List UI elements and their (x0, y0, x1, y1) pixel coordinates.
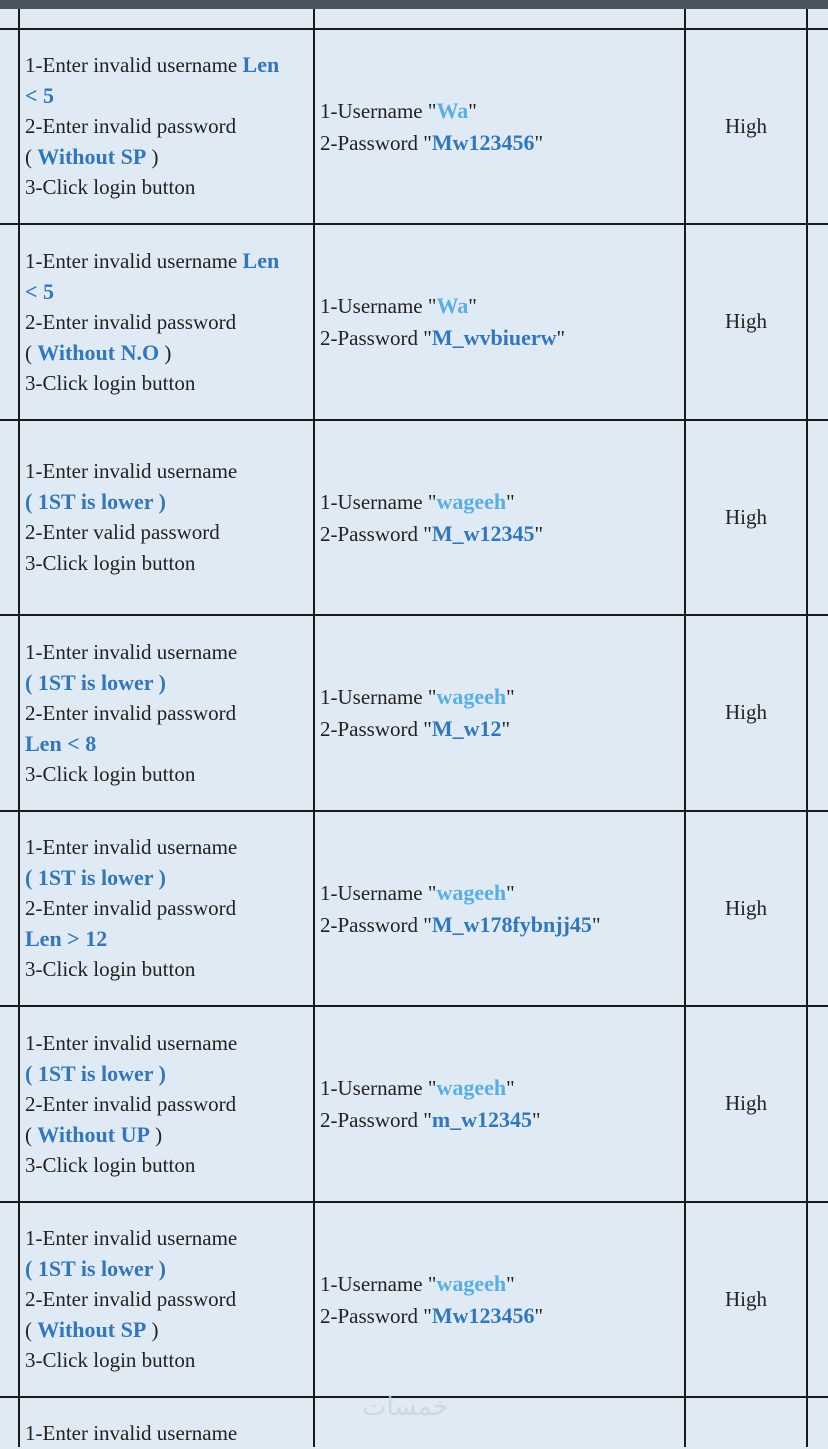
priority-cell: High (725, 1091, 767, 1115)
step-highlight: < 5 (25, 82, 55, 108)
step-text: 1-Enter invalid username (25, 835, 238, 859)
username-label: 1-Username (320, 99, 428, 123)
step-highlight: Without UP (37, 1121, 150, 1147)
step-text: 2-Enter invalid password (25, 1092, 237, 1117)
step-text: 3-Click login button (25, 371, 196, 396)
step-text: ( (25, 144, 38, 169)
step-text: 2-Enter invalid password (25, 310, 237, 335)
username-label: 1-Username (320, 490, 428, 514)
step-text: 1-Enter invalid username (25, 459, 238, 483)
step-text: 2-Enter invalid password (25, 701, 237, 726)
step-highlight: ( 1ST is lower ) (25, 864, 166, 890)
watermark-logo: خمسات (362, 1392, 449, 1422)
username-value: Wa (436, 293, 469, 318)
step-text: ( (25, 1122, 38, 1147)
test-steps-cell (25, 1223, 310, 1376)
test-data-cell: 1-Username "Wa" 2-Password "Mw123456" (320, 98, 544, 155)
step-text: 2-Enter invalid password (25, 896, 237, 921)
username-value: wageeh (436, 1075, 507, 1100)
step-highlight: ( 1ST is lower ) (25, 488, 166, 514)
test-data-cell: 1-Username "wageeh" 2-Password "M_w12345" (320, 489, 544, 546)
step-text: 3-Click login button (25, 1153, 196, 1178)
step-highlight: Without SP (37, 143, 147, 169)
step-highlight: Len > 12 (25, 925, 108, 951)
test-data-cell: 1-Username "wageeh" 2-Password "M_w178fybnjj45" (320, 880, 601, 937)
test-steps-cell (25, 832, 310, 985)
step-text: ( (25, 340, 38, 365)
username-value: wageeh (436, 1271, 507, 1296)
password-value: Mw123456 (431, 1303, 535, 1328)
username-value: wageeh (436, 684, 507, 709)
step-text: 1-Enter invalid username (25, 1031, 238, 1055)
window-top-bar (0, 0, 828, 9)
step-text: ( (25, 1317, 38, 1342)
password-value: M_wvbiuerw (431, 325, 557, 350)
step-highlight: Without SP (37, 1316, 147, 1342)
step-highlight: ( 1ST is lower ) (25, 1060, 166, 1086)
priority-cell: High (725, 309, 767, 333)
username-label: 1-Username (320, 1272, 428, 1296)
table-row-border (0, 223, 828, 225)
test-data-cell: 1-Username "wageeh" 2-Password "M_w12" (320, 684, 515, 741)
step-text: 3-Click login button (25, 957, 196, 982)
step-text: 2-Enter valid password (25, 520, 220, 545)
password-value: M_w12345 (431, 521, 535, 546)
step-text: 3-Click login button (25, 550, 196, 575)
username-label: 1-Username (320, 881, 428, 905)
step-text: 1-Enter invalid username (25, 249, 243, 273)
username-label: 1-Username (320, 294, 428, 318)
step-text: ) (149, 1122, 163, 1147)
table-row-border (0, 810, 828, 812)
step-text: 1-Enter invalid username (25, 53, 243, 77)
password-value: Mw123456 (431, 130, 535, 155)
test-steps-cell (25, 246, 310, 399)
step-highlight: < 5 (25, 278, 55, 304)
password-label: 2-Password (320, 1304, 424, 1328)
step-text: ) (159, 340, 172, 365)
step-text: ) (146, 1317, 159, 1342)
priority-cell: High (725, 1287, 767, 1311)
password-label: 2-Password (320, 326, 424, 350)
password-label: 2-Password (320, 522, 424, 546)
username-label: 1-Username (320, 685, 428, 709)
partial-row-steps: 1-Enter invalid username (25, 1421, 238, 1445)
step-text: 2-Enter invalid password (25, 1287, 237, 1312)
password-label: 2-Password (320, 717, 424, 741)
test-data-cell: 1-Username "wageeh" 2-Password "Mw123456" (320, 1271, 544, 1328)
username-value: wageeh (436, 880, 507, 905)
username-value: Wa (436, 98, 469, 123)
step-text: 1-Enter invalid username (25, 1226, 238, 1250)
table-row-border (0, 1201, 828, 1203)
username-value: wageeh (436, 489, 507, 514)
priority-cell: High (725, 700, 767, 724)
step-highlight: Len < 8 (25, 730, 97, 756)
step-text: 2-Enter invalid password (25, 114, 237, 139)
step-highlight: Without N.O (37, 339, 160, 365)
test-steps-cell (25, 637, 310, 790)
test-steps-cell (25, 50, 310, 203)
table-row-border (0, 1005, 828, 1007)
priority-cell: High (725, 896, 767, 920)
test-data-cell: 1-Username "wageeh" 2-Password "m_w12345" (320, 1075, 541, 1132)
test-data-cell: 1-Username "Wa" 2-Password "M_wvbiuerw" (320, 293, 566, 350)
priority-cell: High (725, 505, 767, 529)
step-text: 3-Click login button (25, 1348, 196, 1373)
step-highlight: ( 1ST is lower ) (25, 1255, 166, 1281)
step-text: 1-Enter invalid username (25, 640, 238, 664)
table-row-border (0, 28, 828, 30)
step-text: ) (146, 144, 159, 169)
step-highlight: ( 1ST is lower ) (25, 669, 166, 695)
test-steps-cell (25, 456, 310, 578)
username-label: 1-Username (320, 1076, 428, 1100)
password-label: 2-Password (320, 1108, 424, 1132)
step-highlight: Len (242, 248, 280, 273)
password-label: 2-Password (320, 131, 424, 155)
step-text: 3-Click login button (25, 762, 196, 787)
password-value: M_w178fybnjj45 (431, 912, 592, 937)
password-value: M_w12 (431, 716, 502, 741)
table-row-border (0, 614, 828, 616)
priority-cell: High (725, 114, 767, 138)
test-steps-cell (25, 1028, 310, 1181)
step-highlight: Len (242, 52, 280, 77)
table-row-border (0, 419, 828, 421)
step-text: 3-Click login button (25, 175, 196, 200)
password-label: 2-Password (320, 913, 424, 937)
password-value: m_w12345 (431, 1107, 533, 1132)
